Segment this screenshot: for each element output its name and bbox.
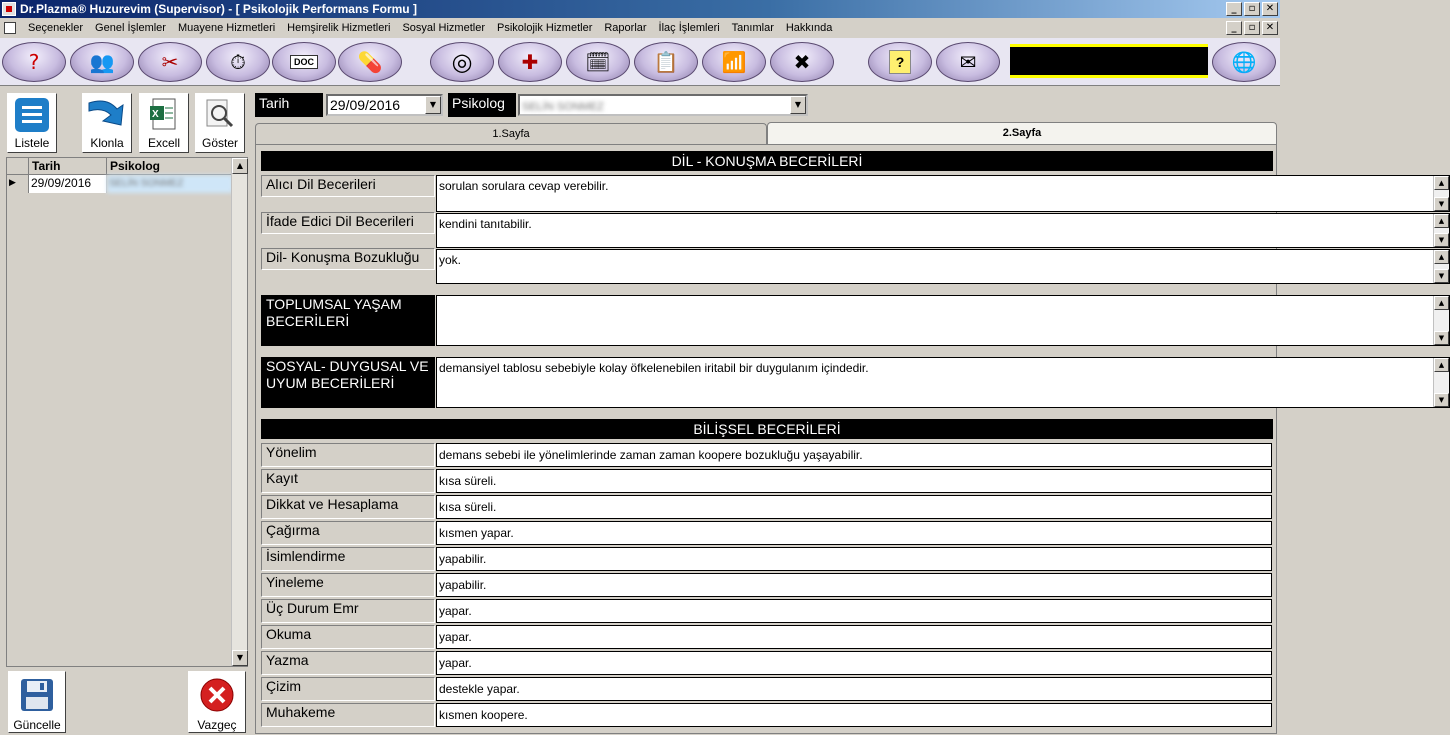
label-dil-konusma-bozuklugu: Dil- Konuşma Bozukluğu — [261, 248, 435, 270]
goster-label: Göster — [201, 136, 238, 150]
globe-icon[interactable]: 🌐 — [1212, 42, 1276, 82]
row-pointer-icon: ▶ — [7, 175, 29, 193]
value-sosyal-duygusal: demansiyel tablosu sebebiyle kolay öfkelenebilen iritabil bir duygulanım içindedir. — [439, 361, 869, 375]
tools-icon[interactable]: ✖ — [770, 42, 834, 82]
tarih-combo[interactable] — [326, 94, 443, 116]
grid-scrollbar[interactable] — [231, 158, 247, 666]
field-scrollbar[interactable] — [1433, 296, 1449, 345]
field-bilissel-value[interactable] — [436, 599, 1272, 623]
mdi-window-icon[interactable] — [4, 22, 16, 34]
psikolog-value: SELİN SONMEZ — [522, 101, 604, 113]
guncelle-label: Güncelle — [13, 718, 61, 732]
value-bilissel-field: yapabilir. — [439, 552, 487, 566]
scroll-up-icon[interactable]: ▲ — [1434, 358, 1449, 372]
bandage-icon[interactable]: ✚ — [498, 42, 562, 82]
label-ifade-edici-dil: İfade Edici Dil Becerileri — [261, 212, 435, 234]
mdi-controls — [1226, 21, 1278, 35]
tarih-label: Tarih — [255, 93, 323, 117]
pills-icon[interactable]: 💊 — [338, 42, 402, 82]
excell-label: Excell — [147, 136, 180, 150]
close-button[interactable]: ✕ — [1262, 2, 1278, 16]
value-bilissel-field: demans sebebi ile yönelimlerinde zaman zaman koopere bozukluğu yaşayabilir. — [439, 448, 863, 462]
svg-text:X: X — [152, 109, 159, 120]
value-dil-konusma-bozuklugu: yok. — [439, 253, 462, 267]
value-ifade-edici-dil: kendini tanıtabilir. — [439, 217, 532, 231]
column-header-psikolog[interactable]: Psikolog — [107, 158, 233, 175]
menu-tanimlar[interactable]: Tanımlar — [731, 22, 774, 34]
field-sosyal-duygusal[interactable] — [436, 357, 1450, 408]
scroll-down-icon[interactable]: ▼ — [1434, 233, 1449, 247]
table-row[interactable] — [7, 175, 233, 193]
psikolog-label: Psikolog — [448, 93, 516, 117]
label-bilissel-field: Dikkat ve Hesaplama — [261, 495, 435, 519]
title-bar — [0, 0, 1280, 18]
scroll-up-icon[interactable]: ▲ — [1434, 214, 1449, 228]
floppy-disk-icon — [20, 672, 54, 718]
label-bilissel-field: Üç Durum Emr — [261, 599, 435, 623]
field-bilissel-value[interactable] — [436, 443, 1272, 467]
menu-genel-islemler[interactable]: Genel İşlemler — [95, 22, 166, 34]
menu-muayene-hizmetleri[interactable]: Muayene Hizmetleri — [177, 22, 276, 34]
value-bilissel-field: yapar. — [439, 630, 472, 644]
field-bilissel-value[interactable] — [436, 703, 1272, 727]
label-bilissel-field: Yazma — [261, 651, 435, 675]
doctors-icon[interactable]: 👥 — [70, 42, 134, 82]
field-scrollbar[interactable] — [1433, 358, 1449, 407]
field-bilissel-value[interactable] — [436, 469, 1272, 493]
psikolog-combo[interactable] — [518, 94, 808, 116]
label-bilissel-field: Okuma — [261, 625, 435, 649]
label-bilissel-field: Yönelim — [261, 443, 435, 467]
excel-icon — [149, 94, 179, 136]
label-bilissel-field: Çağırma — [261, 521, 435, 545]
column-header-tarih[interactable]: Tarih — [29, 158, 107, 175]
value-bilissel-field: kısmen koopere. — [439, 708, 528, 722]
label-bilissel-field: Kayıt — [261, 469, 435, 493]
form-page-2 — [255, 144, 1445, 734]
scroll-down-icon[interactable]: ▼ — [1434, 197, 1449, 211]
label-bilissel-field: Yineleme — [261, 573, 435, 597]
field-bilissel-value[interactable] — [436, 521, 1272, 545]
value-bilissel-field: kısa süreli. — [439, 474, 497, 488]
menu-bar — [0, 18, 1280, 38]
tarih-value: 29/09/2016 — [330, 97, 401, 113]
clone-arrow-icon — [85, 94, 129, 136]
scroll-down-icon[interactable]: ▼ — [232, 650, 248, 666]
window-controls — [1226, 2, 1278, 16]
menu-hemsirelik-hizmetleri[interactable]: Hemşirelik Hizmetleri — [287, 22, 391, 34]
label-bilissel-field: Çizim — [261, 677, 435, 701]
mdi-minimize-button[interactable]: _ — [1226, 21, 1242, 35]
excell-button[interactable] — [139, 93, 189, 153]
cell-psikolog[interactable]: SELİN SONMEZ — [107, 175, 233, 193]
list-icon — [14, 94, 50, 136]
field-bilissel-value[interactable] — [436, 677, 1272, 701]
field-scrollbar[interactable] — [1433, 176, 1449, 211]
listele-label: Listele — [14, 136, 50, 150]
field-bilissel-value[interactable] — [436, 625, 1272, 649]
label-alici-dil: Alıcı Dil Becerileri — [261, 175, 435, 197]
section-header-dil: DİL - KONUŞMA BECERİLERİ — [261, 151, 1273, 171]
scroll-down-icon[interactable]: ▼ — [1434, 393, 1449, 407]
field-bilissel-value[interactable] — [436, 547, 1272, 571]
scroll-up-icon[interactable]: ▲ — [1434, 296, 1449, 310]
word-document-icon[interactable]: DOC — [272, 42, 336, 82]
field-alici-dil[interactable] — [436, 175, 1450, 212]
value-bilissel-field: destekle yapar. — [439, 682, 520, 696]
help-note-icon[interactable]: ? — [868, 42, 932, 82]
scroll-down-icon[interactable]: ▼ — [1434, 331, 1449, 345]
clipboard-icon[interactable]: 📋 — [634, 42, 698, 82]
scroll-up-icon[interactable]: ▲ — [1434, 176, 1449, 190]
value-bilissel-field: yapar. — [439, 656, 472, 670]
window-title: Dr.Plazma® Huzurevim (Supervisor) - [ Psikolojik Performans Formu ] — [20, 2, 417, 16]
field-bilissel-value[interactable] — [436, 495, 1272, 519]
calendar-clock-icon[interactable]: 🗓 — [566, 42, 630, 82]
label-bilissel-field: Muhakeme — [261, 703, 435, 727]
minimize-button[interactable]: _ — [1226, 2, 1242, 16]
magnifier-icon — [205, 94, 235, 136]
value-bilissel-field: yapar. — [439, 604, 472, 618]
head-question-icon[interactable]: ? — [2, 42, 66, 82]
status-display — [1010, 44, 1208, 78]
grid-header — [7, 158, 233, 175]
row-indicator-header — [7, 158, 29, 175]
stopwatch-icon[interactable]: ⏱ — [206, 42, 270, 82]
mail-icon[interactable]: ✉ — [936, 42, 1000, 82]
records-grid — [6, 157, 248, 667]
bar-chart-icon[interactable]: 📶 — [702, 42, 766, 82]
scroll-up-icon[interactable]: ▲ — [232, 158, 248, 174]
guncelle-button[interactable] — [8, 671, 66, 733]
field-ifade-edici-dil[interactable] — [436, 213, 1450, 248]
cancel-x-icon — [199, 672, 235, 718]
klonla-label: Klonla — [90, 136, 124, 150]
field-toplumsal-yasam[interactable] — [436, 295, 1450, 346]
menu-sosyal-hizmetler[interactable]: Sosyal Hizmetler — [402, 22, 485, 34]
menu-raporlar[interactable]: Raporlar — [604, 22, 647, 34]
restore-button[interactable]: ▫ — [1244, 2, 1260, 16]
goster-button[interactable] — [195, 93, 245, 153]
tab-2-sayfa[interactable]: 2.Sayfa — [767, 122, 1277, 145]
scroll-down-icon[interactable]: ▼ — [1434, 269, 1449, 283]
app-icon — [2, 2, 16, 16]
label-toplumsal-yasam: TOPLUMSAL YAŞAM BECERİLERİ — [261, 295, 435, 346]
menu-hakkinda[interactable]: Hakkında — [785, 22, 833, 34]
mdi-close-button[interactable]: ✕ — [1262, 21, 1278, 35]
menu-psikolojik-hizmetler[interactable]: Psikolojik Hizmetler — [497, 22, 593, 34]
menu-secenekler[interactable]: Seçenekler — [28, 22, 84, 34]
vazgec-button[interactable] — [188, 671, 246, 733]
value-bilissel-field: yapabilir. — [439, 578, 487, 592]
menu-ilac-islemleri[interactable]: İlaç İşlemleri — [658, 22, 720, 34]
chevron-down-icon[interactable]: ▼ — [790, 96, 806, 114]
field-bilissel-value[interactable] — [436, 573, 1272, 597]
label-bilissel-field: İsimlendirme — [261, 547, 435, 571]
field-bilissel-value[interactable] — [436, 651, 1272, 675]
value-alici-dil: sorulan sorulara cevap verebilir. — [439, 179, 609, 193]
field-scrollbar[interactable] — [1433, 250, 1449, 283]
value-bilissel-field: kısa süreli. — [439, 500, 497, 514]
vazgec-label: Vazgeç — [197, 718, 237, 732]
main-toolbar — [0, 38, 1280, 86]
section-header-bilissel: BİLİŞSEL BECERİLERİ — [261, 419, 1273, 439]
field-scrollbar[interactable] — [1433, 214, 1449, 247]
tab-1-sayfa[interactable]: 1.Sayfa — [255, 123, 767, 145]
label-sosyal-duygusal: SOSYAL- DUYGUSAL VE UYUM BECERİLERİ — [261, 357, 435, 408]
cell-tarih[interactable]: 29/09/2016 — [29, 175, 107, 193]
field-dil-konusma-bozuklugu[interactable] — [436, 249, 1450, 284]
klonla-button[interactable] — [82, 93, 132, 153]
scroll-up-icon[interactable]: ▲ — [1434, 250, 1449, 264]
listele-button[interactable] — [7, 93, 57, 153]
medical-tools-icon[interactable]: ✂ — [138, 42, 202, 82]
value-bilissel-field: kısmen yapar. — [439, 526, 514, 540]
chevron-down-icon[interactable]: ▼ — [425, 96, 441, 114]
mdi-restore-button[interactable]: ▫ — [1244, 21, 1260, 35]
spiral-icon[interactable]: ◎ — [430, 42, 494, 82]
